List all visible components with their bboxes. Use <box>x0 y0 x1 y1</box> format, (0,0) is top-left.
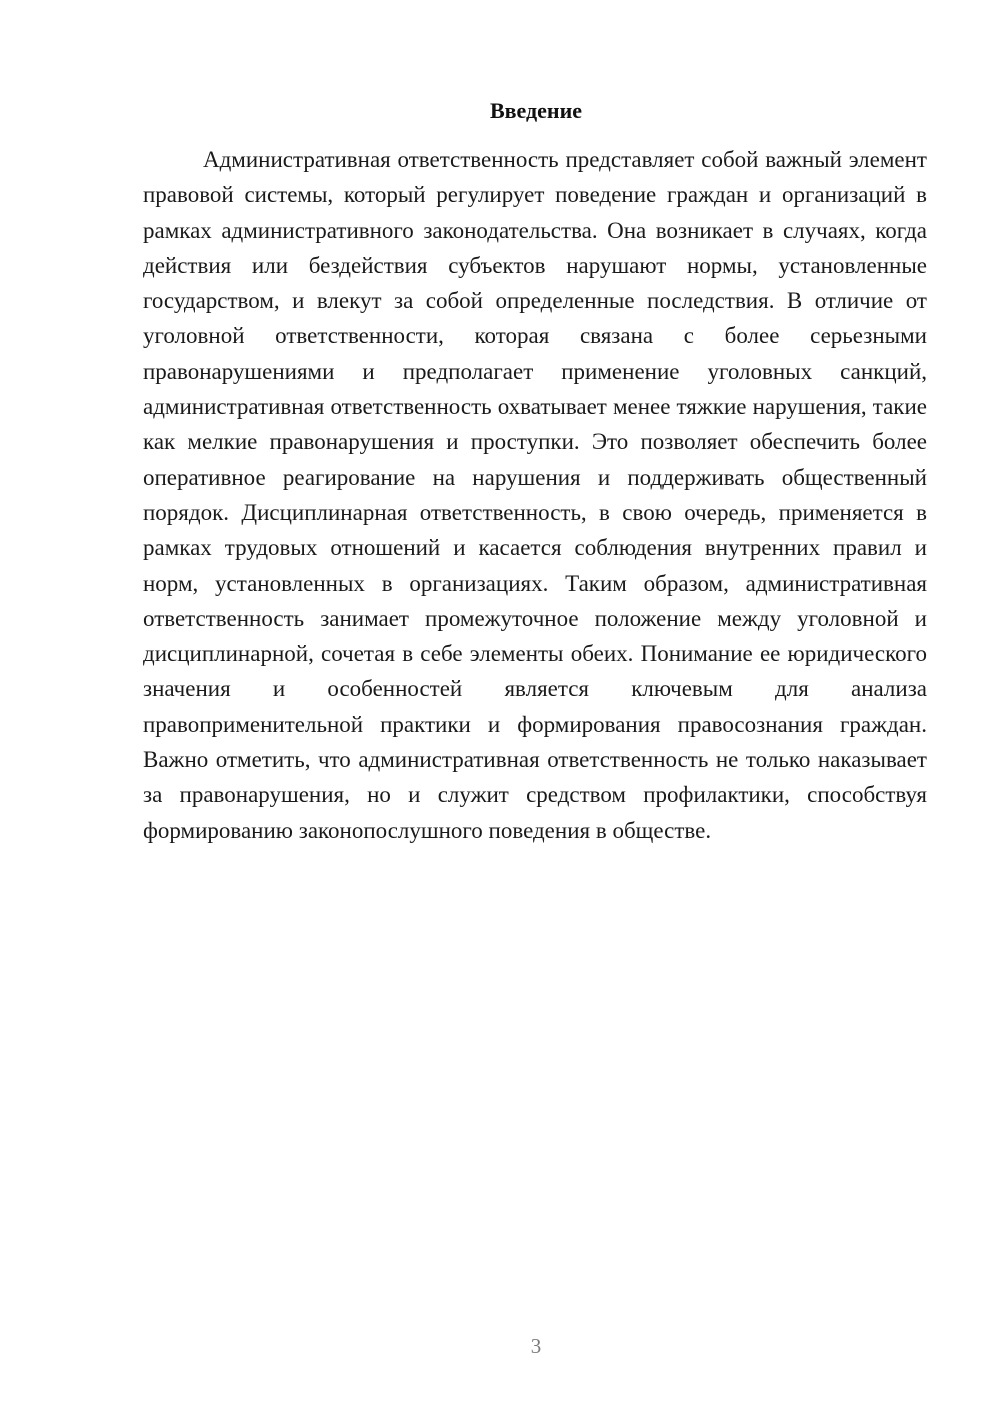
body-paragraph: Административная ответственность представляет собой важный элемент правовой системы, который регулирует поведение граждан и организаций в рамках административного законодательства. Она возникает в случаях, когда действия или бездействия субъектов нарушают нормы, установленные государством, и влекут за собой определенные последствия. В отличие от уголовной ответственности, которая связана с более серьезными правонарушениями и предполагает применение уголовных санкций, административная ответственность охватывает менее тяжкие нарушения, такие как мелкие правонарушения и проступки. Это позволяет обеспечить более оперативное реагирование на нарушения и поддерживать общественный порядок. Дисциплинарная ответственность, в свою очередь, применяется в рамках трудовых отношений и касается соблюдения внутренних правил и норм, установленных в организациях. Таким образом, административная ответственность занимает промежуточное положение между уголовной и дисциплинарной, сочетая в себе элементы обеих. Понимание ее юридического значения и особенностей является ключевым для анализа правоприменительной практики и формирования правосознания граждан. Важно отметить, что административная ответственность не только наказывает за правонарушения, но и служит средством профилактики, способствуя формированию законопослушного поведения в обществе. <box>143 147 927 843</box>
page-number: 3 <box>530 1334 542 1358</box>
section-heading: Введение <box>489 98 583 123</box>
